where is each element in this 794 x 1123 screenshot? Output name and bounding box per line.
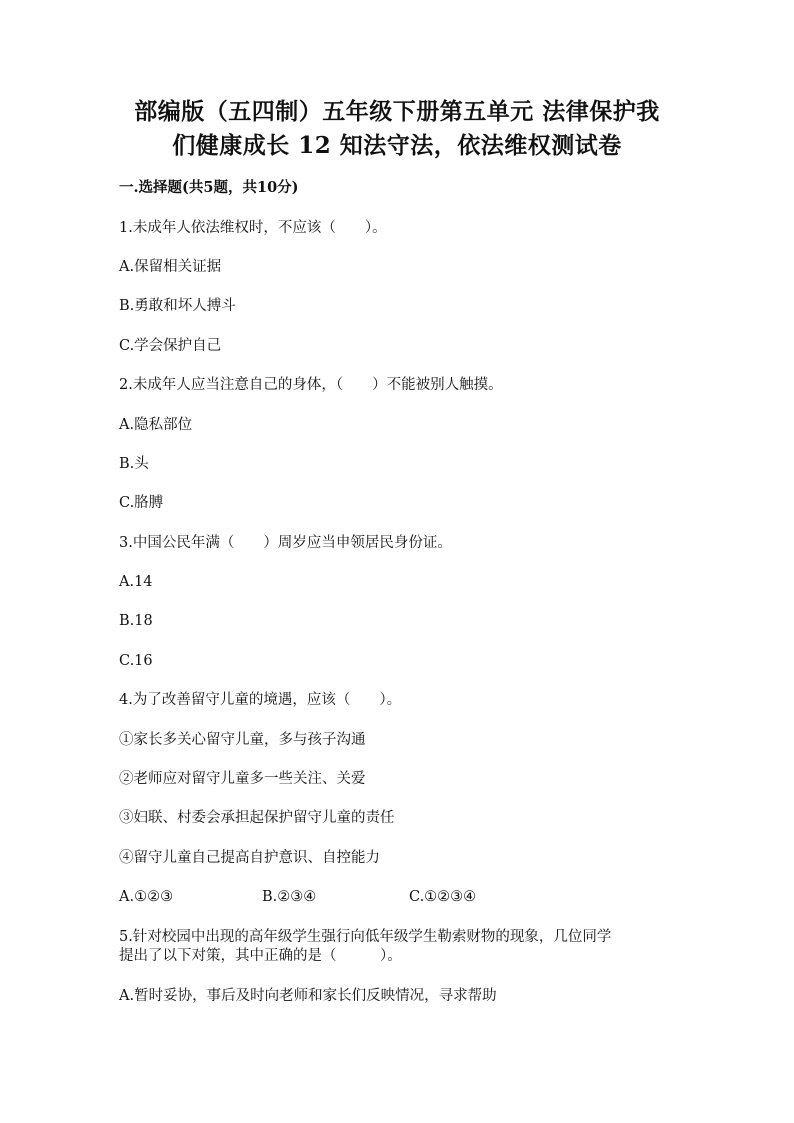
question-1-option-c: C.学会保护自己 — [119, 338, 222, 354]
question-2-option-b: B.头 — [119, 456, 149, 472]
question-3-option-c: C.16 — [119, 653, 153, 669]
question-1-option-a: A.保留相关证据 — [119, 259, 222, 275]
question-3-option-a: A.14 — [119, 574, 153, 590]
question-4-stem: 4.为了改善留守儿童的境遇，应该（ ）。 — [119, 692, 402, 708]
question-4-option-b: B.②③④ — [262, 889, 317, 905]
question-1-stem: 1.未成年人依法维权时，不应该（ ）。 — [119, 220, 387, 236]
page-title-line-1: 部编版（五四制）五年级下册第五单元 法律保护我 — [134, 98, 660, 125]
page-title-line-2: 们健康成长 12 知法守法，依法维权测试卷 — [172, 132, 622, 159]
question-1-option-b: B.勇敢和坏人搏斗 — [119, 298, 236, 314]
question-5-stem-line-1: 5.针对校园中出现的高年级学生强行向低年级学生勒索财物的现象，几位同学 — [119, 929, 612, 945]
question-3-stem: 3.中国公民年满（ ）周岁应当申领居民身份证。 — [119, 535, 452, 551]
question-2-stem: 2.未成年人应当注意自己的身体，（ ）不能被别人触摸。 — [119, 377, 503, 393]
question-4-statement-3: ③妇联、村委会承担起保护留守儿童的责任 — [119, 810, 395, 826]
question-3-option-b: B.18 — [119, 613, 153, 629]
question-4-option-c: C.①②③④ — [409, 889, 477, 905]
question-4-statement-4: ④留守儿童自己提高自护意识、自控能力 — [119, 850, 380, 866]
question-4-option-a: A.①②③ — [119, 889, 174, 905]
question-2-option-a: A.隐私部位 — [119, 417, 193, 433]
question-4-statement-1: ①家长多关心留守儿童，多与孩子沟通 — [119, 732, 366, 748]
question-5-option-a: A.暂时妥协，事后及时向老师和家长们反映情况，寻求帮助 — [119, 988, 497, 1004]
question-2-option-c: C.胳膊 — [119, 495, 164, 511]
section-heading: 一.选择题(共5题，共10分) — [119, 179, 299, 196]
question-5-stem-line-2: 提出了以下对策，其中正确的是（ ）。 — [119, 948, 402, 964]
question-4-statement-2: ②老师应对留守儿童多一些关注、关爱 — [119, 771, 366, 787]
